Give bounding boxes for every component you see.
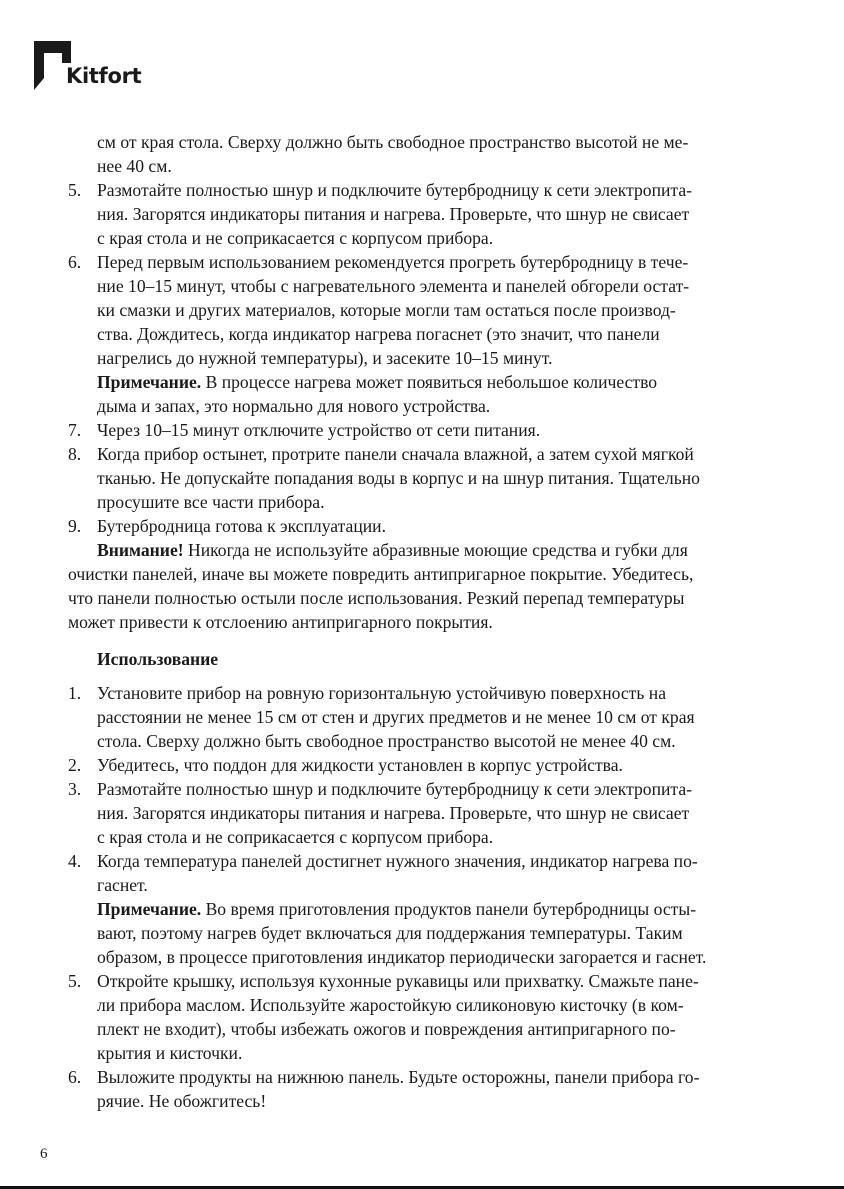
text-line: Бутербродница готова к эксплуатации. — [97, 516, 386, 536]
note: Примечание. Во время приготовления продуктов панели бутербродницы осты- — [97, 899, 697, 919]
section-heading: Использование — [97, 649, 219, 669]
text-line: тканью. Не допускайте попадания воды в корпус и на шнур питания. Тщательно — [97, 468, 700, 488]
text-line: ки смазки и других материалов, которые могли там остаться после производ- — [97, 300, 676, 320]
kitfort-logo — [34, 41, 164, 93]
text-line: рячие. Не обожгитесь! — [97, 1091, 267, 1111]
text-line: что панели полностью остыли после использования. Резкий перепад температуры — [68, 588, 685, 608]
warning: Внимание! Никогда не используйте абразивные моющие средства и губки для — [97, 540, 688, 560]
text-line: Откройте крышку, используя кухонные рукавицы или прихватку. Смажьте пане- — [97, 971, 699, 991]
page-number: 6 — [40, 1146, 48, 1162]
note-label: Примечание. — [97, 899, 202, 919]
text-line: Размотайте полностью шнур и подключите бутербродницу к сети электропита- — [97, 180, 692, 200]
text-line: расстоянии не менее 15 см от стен и других предметов и не менее 10 см от края — [97, 707, 695, 727]
text-line: Убедитесь, что поддон для жидкости установлен в корпус устройства. — [97, 755, 623, 775]
text-line: ния. Загорятся индикаторы питания и нагрева. Проверьте, что шнур не свисает — [97, 803, 690, 823]
list-number: 5. — [68, 180, 82, 200]
text-line: стола. Сверху должно быть свободное пространство высотой не менее 40 см. — [97, 731, 676, 751]
list-number: 6. — [68, 252, 82, 272]
text-line: ства. Дождитесь, когда индикатор нагрева погаснет (это значит, что панели — [97, 324, 660, 344]
text-line: очистки панелей, иначе вы можете повредить антипригарное покрытие. Убедитесь, — [68, 564, 694, 584]
text-line: ния. Загорятся индикаторы питания и нагрева. Проверьте, что шнур не свисает — [97, 204, 690, 224]
list-number: 2. — [68, 755, 82, 775]
text-line: гаснет. — [97, 875, 148, 895]
list-number: 9. — [68, 516, 82, 536]
text-line: Когда температура панелей достигнет нужного значения, индикатор нагрева по- — [97, 851, 698, 871]
text-line: может привести к отслоению антипригарного покрытия. — [68, 612, 493, 632]
text-line: ние 10–15 минут, чтобы с нагревательного элемента и панелей обгорели остат- — [97, 276, 690, 296]
text-line: см от края стола. Сверху должно быть свободное пространство высотой не ме- — [97, 132, 689, 152]
list-number: 8. — [68, 444, 82, 464]
text-line: Выложите продукты на нижнюю панель. Будьте осторожны, панели прибора го- — [97, 1067, 700, 1087]
text-line: крытия и кисточки. — [97, 1043, 243, 1063]
list-number: 1. — [68, 683, 82, 703]
text-line: с края стола и не соприкасается с корпусом прибора. — [97, 827, 494, 847]
list-number: 5. — [68, 971, 82, 991]
list-number: 4. — [68, 851, 82, 871]
list-number: 3. — [68, 779, 82, 799]
text-line: Через 10–15 минут отключите устройство от сети питания. — [97, 420, 541, 440]
note: Примечание. В процессе нагрева может появиться небольшое количество — [97, 372, 658, 392]
text-line: вают, поэтому нагрев будет включаться для поддержания температуры. Таким — [97, 923, 683, 943]
text-line: нагрелись до нужной температуры), и засеките 10–15 минут. — [97, 348, 553, 368]
text-line: нее 40 см. — [97, 156, 172, 176]
note-label: Примечание. — [97, 372, 202, 392]
text-line: Установите прибор на ровную горизонтальную устойчивую поверхность на — [97, 683, 667, 703]
text-line: с края стола и не соприкасается с корпусом прибора. — [97, 228, 494, 248]
list-number: 6. — [68, 1067, 82, 1087]
text-line: дыма и запах, это нормально для нового устройства. — [97, 396, 491, 416]
text-line: ли прибора маслом. Используйте жаростойкую силиконовую кисточку (в ком- — [97, 995, 684, 1015]
warning-label: Внимание! — [97, 540, 184, 560]
text-line: Перед первым использованием рекомендуется прогреть бутербродницу в тече- — [97, 252, 689, 272]
logo-text: Kitfort — [66, 64, 142, 88]
text-line: Размотайте полностью шнур и подключите бутербродницу к сети электропита- — [97, 779, 692, 799]
text-line: Когда прибор остынет, протрите панели сначала влажной, а затем сухой мягкой — [97, 444, 694, 464]
text-line: просушите все части прибора. — [97, 492, 325, 512]
text-line: плект не входит), чтобы избежать ожогов и повреждения антипригарного по- — [97, 1019, 676, 1039]
text-line: образом, в процессе приготовления индикатор периодически загорается и гаснет. — [97, 947, 707, 967]
list-number: 7. — [68, 420, 82, 440]
